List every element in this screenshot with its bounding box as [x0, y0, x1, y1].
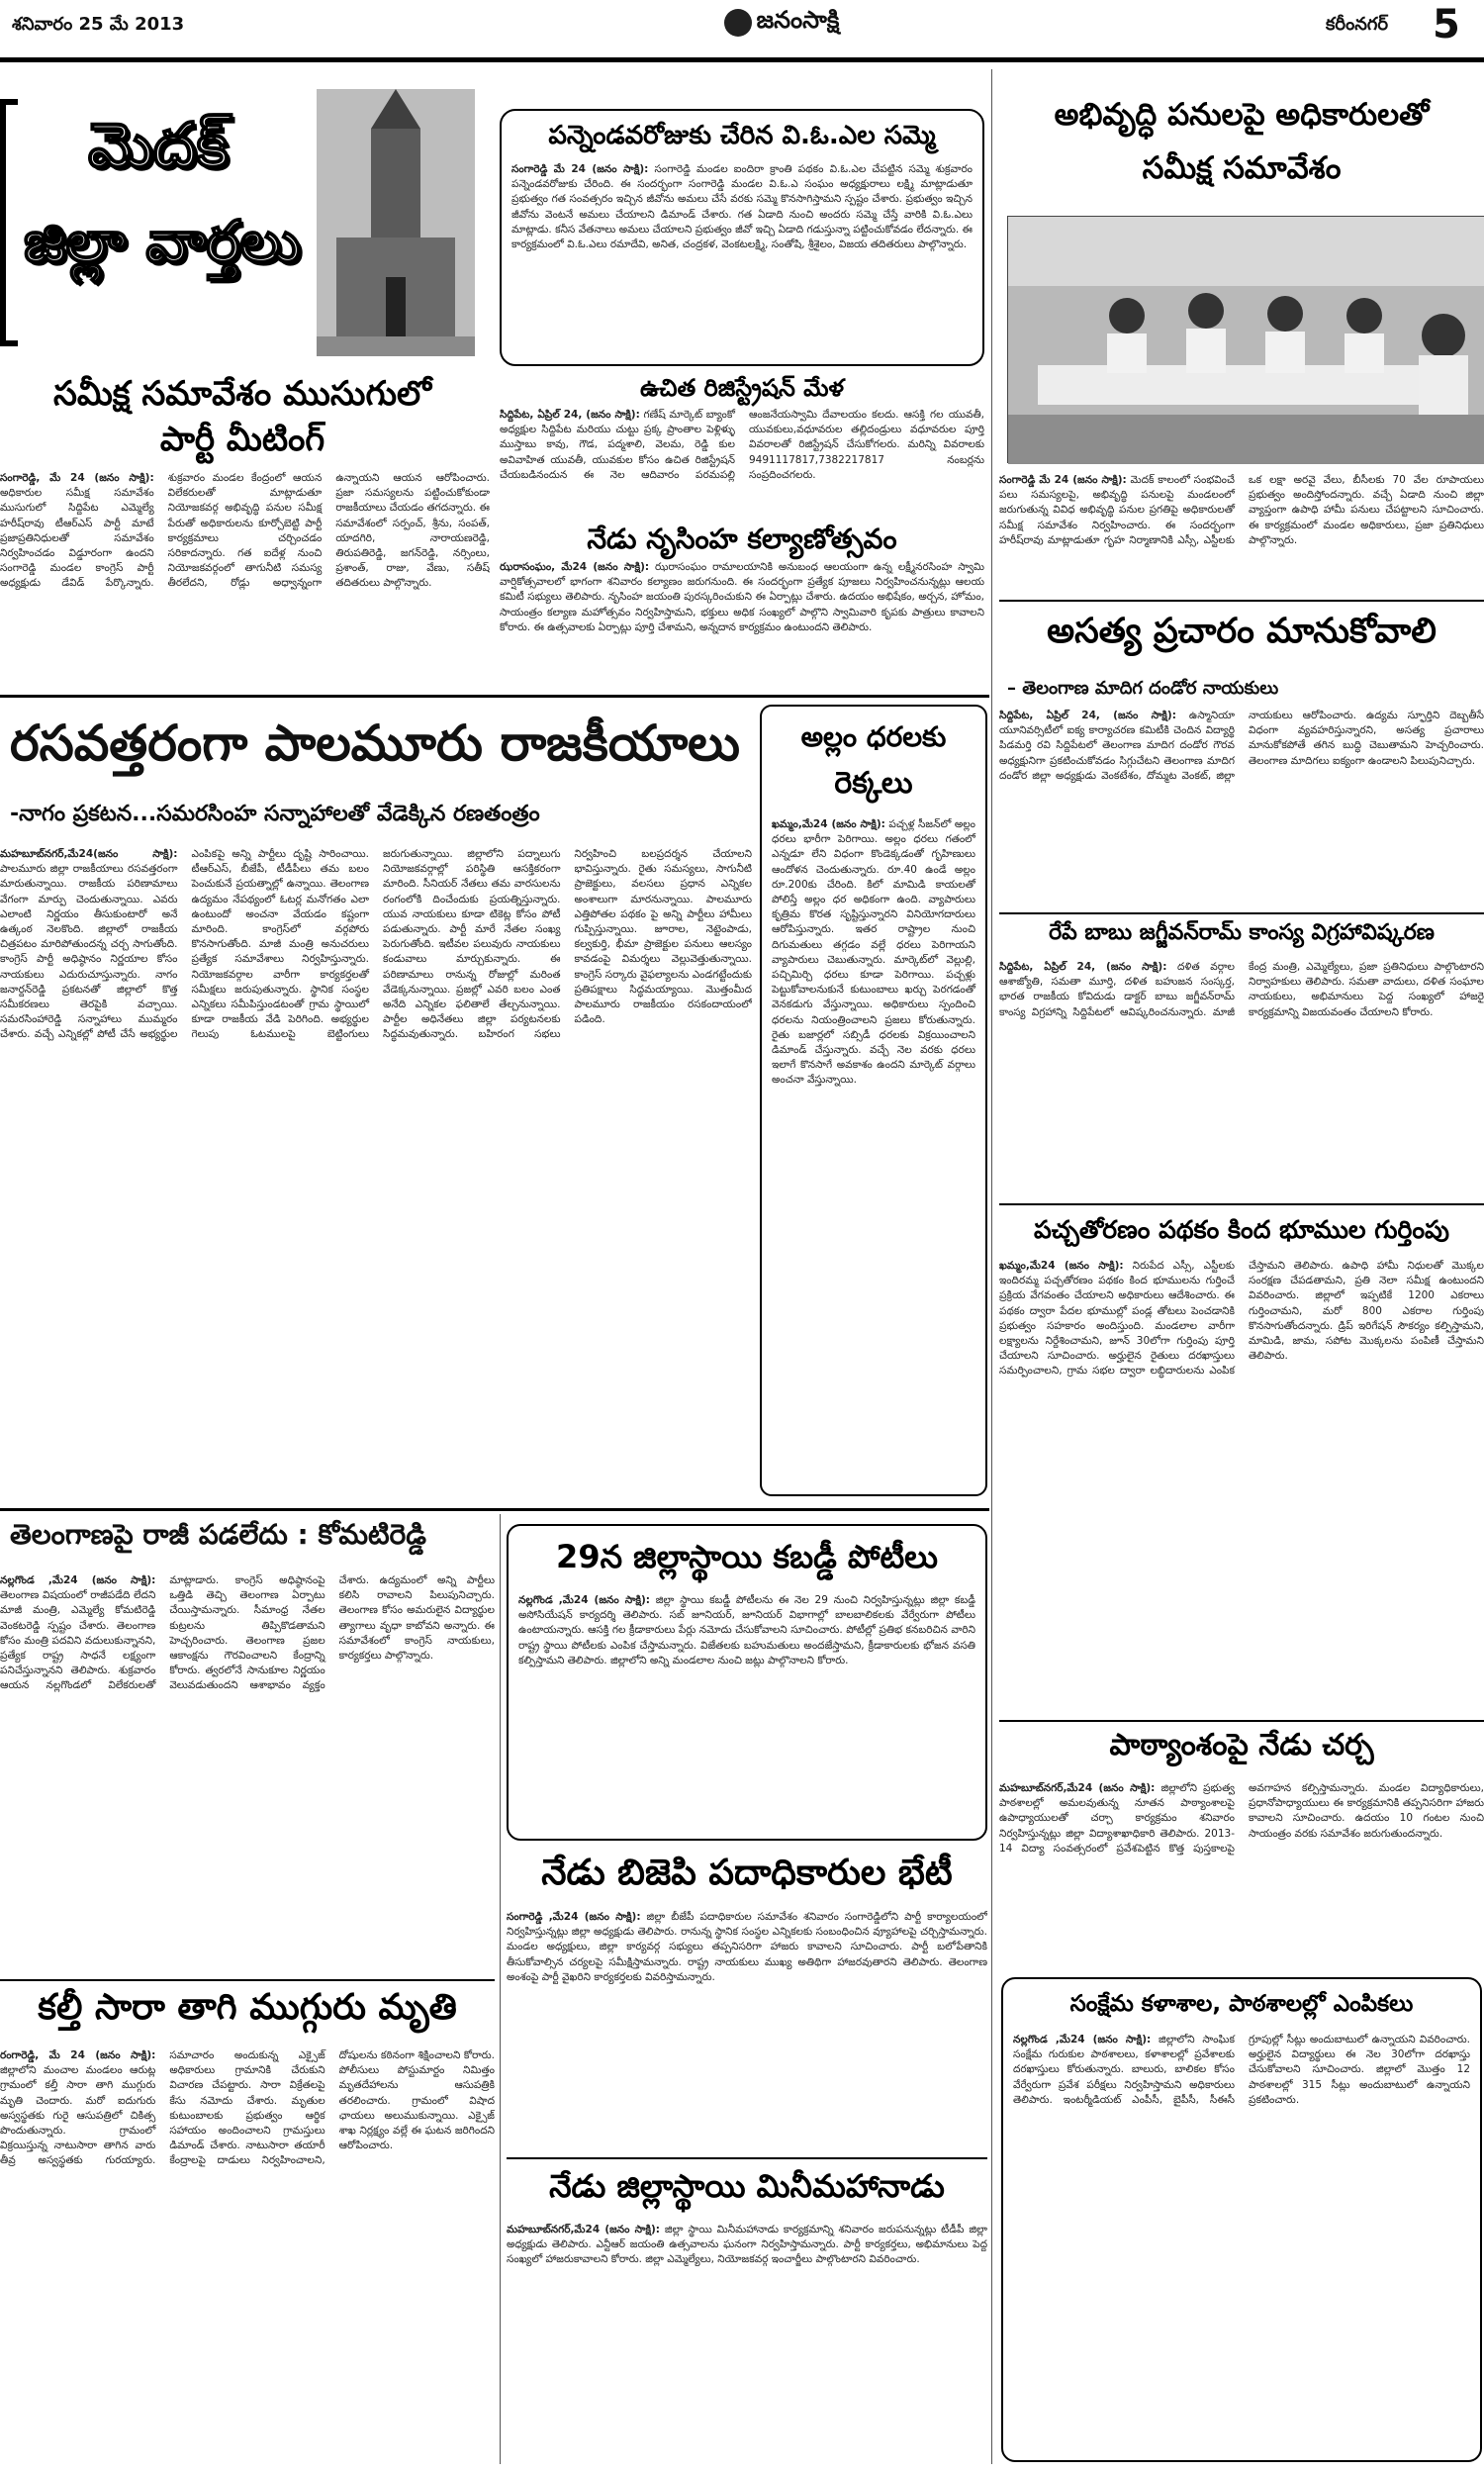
a7-body — [999, 960, 1484, 1197]
a1-dateline: సంగారెడ్డి, మే 24 (జనం సాక్షి): — [0, 472, 154, 484]
mid-left-rule — [0, 1508, 989, 1511]
a2-dateline: సంగారెడ్డి మే 24 (జనం సాక్షి): — [511, 163, 649, 175]
a7-rule — [999, 1203, 1484, 1205]
a11-subheadline: -నాగం ప్రకటన...సమరసింహ సన్నాహాలతో వేడెక్కిన రణతంత్రం — [10, 802, 540, 826]
a17-body — [507, 2223, 987, 2460]
top-left-rule — [0, 695, 989, 698]
a1-body — [0, 471, 490, 684]
a2-headline: పన్నెండవరోజుకు చేరిన వి.ఓ.ఎల సమ్మె — [548, 121, 936, 150]
a11-text: పాలమూరు జిల్లా రాజకీయాలు రసవత్తరంగా మారుతున్నాయి. రాజకీయ పరిణామాలు వేగంగా మార్పు చెందుతున్నాయి. ఎవరు ఎలాంటి నిర్ణయం తీసుకుంటారో అనే ఉత్కంఠ నెలకొంది. జిల్లాలో రాజకీయ చిత్రపటం మారిపోతుందన్న చర్చ సాగుతోంది. కాంగ్రెస్ పార్టీ అధిష్ఠానం నిర్ణయాల కోసం నాయకులు ఎదురుచూస్తున్నారు. నాగం జనార్దన్‌రెడ్డి ప్రకటనతో జిల్లాలో కొత్త సమీకరణలు తెరపైకి వచ్చాయి. సమరసింహారెడ్డి సన్నాహాలు ముమ్మరం చేశారు. వచ్చే ఎన్నికల్లో పోటీ చేసే అభ్యర్థుల ఎంపికపై అన్ని పార్టీలు దృష్టి సారించాయి. టీఆర్‌ఎస్, బీజేపీ, టీడీపీలు తమ బలం పెంచుకునే ప్రయత్నాల్లో ఉన్నాయి. తెలంగాణ ఉద్యమం నేపథ్యంలో ఓటర్ల మనోగతం ఎలా ఉంటుందో అంచనా వేయడం కష్టంగా మారింది. కాంగ్రెస్‌లో వర్గపోరు కొనసాగుతోంది. మాజీ మంత్రి అనుచరులు ప్రత్యేక సమావేశాలు నిర్వహిస్తున్నారు. నియోజకవర్గాల వారీగా కార్యకర్తలతో సమీక్షలు జరుపుతున్నారు. స్థానిక సంస్థల ఎన్నికలు సమీపిస్తుండటంతో గ్రామ స్థాయిలో కూడా రాజకీయ వేడి పెరిగింది. అభ్యర్థుల గెలుపు ఓటములపై బెట్టింగులు జరుగుతున్నాయి. జిల్లాలోని పద్నాలుగు నియోజకవర్గాల్లో పరిస్థితి ఆసక్తికరంగా మారింది. సీనియర్ నేతలు తమ వారసులను రంగంలోకి దించేందుకు ప్రయత్నిస్తున్నారు. యువ నాయకులు కూడా టికెట్ల కోసం పోటీ పడుతున్నారు. పార్టీ మారే నేతల సంఖ్య పెరుగుతోంది. ఇటీవల పలువురు నాయకులు కండువాలు మార్చుకున్నారు. ఈ పరిణామాలు రానున్న రోజుల్లో మరింత వేడెక్కనున్నాయి. ప్రజల్లో ఎవరి బలం ఎంత అనేది ఎన్నికల ఫలితాలే తేల్చనున్నాయి. పార్టీల అధినేతలు జిల్లా పర్యటనలకు సిద్ధమవుతున్నారు. బహిరంగ సభలు నిర్వహించి బలప్రదర్శన చేయాలని భావిస్తున్నారు. రైతు సమస్యలు, సాగునీటి ప్రాజెక్టులు, వలసలు ప్రధాన ఎన్నికల అంశాలుగా మారనున్నాయి. పాలమూరు ఎత్తిపోతల పథకం పై అన్ని పార్టీలు హామీలు గుప్పిస్తున్నాయి. జూరాల, నెట్టెంపాడు, కల్వకుర్తి, భీమా ప్రాజెక్టుల పనులు ఆలస్యం కావడంపై విమర్శలు వెల్లువెత్తుతున్నాయి. కాంగ్రెస్ సర్కారు వైఫల్యాలను ఎండగట్టేందుకు ప్రతిపక్షాలు సిద్ధమయ్యాయి. మొత్తంమీద పాలమూరు రాజకీయం రసకందాయంలో పడింది. — [0, 848, 752, 1041]
church-icon — [317, 89, 475, 356]
a6-dateline: సిద్దిపేట, ఏప్రిల్ 24, (జనం సాక్షి): — [999, 710, 1176, 721]
a3-body — [500, 408, 984, 517]
a15-text: జిల్లా స్థాయి కబడ్డీ పోటీలను ఈ నెల 29 నుంచి నిర్వహిస్తున్నట్లు జిల్లా కబడ్డీ అసోసియేషన్ కార్యదర్శి తెలిపారు. సబ్ జూనియర్, జూనియర్ విభాగాల్లో బాలబాలికలకు వేర్వేరుగా పోటీలు ఉంటాయన్నారు. ఆసక్తి గల క్రీడాకారులు పేర్లు నమోదు చేసుకోవాలని సూచించారు. పోటీల్లో ప్రతిభ కనబరిచిన వారిని రాష్ట్ర స్థాయి పోటీలకు ఎంపిక చేస్తామన్నారు. విజేతలకు బహుమతులు అందజేస్తామని, క్రీడాకారులకు భోజన వసతి కల్పిస్తామని తెలిపారు. జిల్లాలోని అన్ని మండలాల నుంచి జట్లు పాల్గొనాలని కోరారు. — [518, 1594, 976, 1666]
a11-dateline: మహబూబ్‌నగర్,మే24(జనం సాక్షి): — [0, 848, 178, 860]
a15-dateline: నల్లగొండ ,మే24 (జనం సాక్షి): — [518, 1594, 651, 1606]
banner-line2: జిల్లా వార్తలు — [24, 208, 301, 275]
a13-text: తెలంగాణ విషయంలో రాజీపడేది లేదని మాజీ మంత్రి, ఎమ్మెల్యే కోమటిరెడ్డి వెంకటరెడ్డి స్పష్టం చేశారు. తెలంగాణ కోసం మంత్రి పదవిని వదులుకున్నానని, ప్రత్యేక రాష్ట్ర సాధనే లక్ష్యంగా పనిచేస్తున్నానని తెలిపారు. శుక్రవారం ఆయన నల్లగొండలో విలేకరులతో మాట్లాడారు. కాంగ్రెస్ అధిష్ఠానంపై ఒత్తిడి తెచ్చి తెలంగాణ ఏర్పాటు చేయిస్తామన్నారు. సీమాంధ్ర నేతల కుట్రలను తిప్పికొడతామని హెచ్చరించారు. తెలంగాణ ప్రజల ఆకాంక్షను గౌరవించాలని కేంద్రాన్ని కోరారు. త్వరలోనే సానుకూల నిర్ణయం వెలువడుతుందని ఆశాభావం వ్యక్తం చేశారు. ఉద్యమంలో అన్ని పార్టీలు కలిసి రావాలని పిలుపునిచ్చారు. తెలంగాణ కోసం అమరులైన విద్యార్థుల త్యాగాలు వృధా కాబోవని అన్నారు. ఈ సమావేశంలో కాంగ్రెస్ నాయకులు, కార్యకర్తలు పాల్గొన్నారు. — [0, 1574, 495, 1692]
a3-headline: ఉచిత రిజిస్ట్రేషన్ మేళ — [639, 374, 845, 402]
a14-body — [0, 2048, 495, 2464]
a16-dateline: సంగారెడ్డి ,మే24 (జనం సాక్షి): — [507, 1911, 641, 1923]
meeting-image-icon — [1008, 217, 1484, 464]
a5-body — [999, 473, 1484, 592]
a4-dateline: ఝరాసంఘం, మే24 (జనం సాక్షి): — [500, 561, 650, 573]
a13-body — [0, 1573, 495, 1969]
a14-dateline: రంగారెడ్డి, మే 24 (జనం సాక్షి): — [0, 2049, 156, 2061]
column-divider-mid — [500, 1514, 501, 2464]
a12-box — [760, 705, 987, 1496]
a9-body — [999, 1781, 1484, 1959]
paper-name: జనంసాక్షి — [756, 6, 840, 34]
masthead-rule — [0, 57, 1484, 62]
meeting-photo — [1007, 216, 1484, 463]
a3-text: గణేష్ మార్కెట్ బ్యాంకో అధ్యక్షుల సిద్దిపేట మరియు చుట్టు ప్రక్క ప్రాంతాల పెళ్లిళ్ళు ముస్తాబు కావు, గౌడ, పద్మశాలి, వెలమ, రెడ్డి కుల అవివాహిత యువతీ, యువకుల కోసం ఉచిత రిజిస్ట్రేషన్ చేయబడినందున ఈ నెల ఆదివారం పరమపల్లి ఆంజనేయస్వామి దేవాలయం కలదు. ఆసక్తి గల యువతీ, యువకులు,వధూవరుల తల్లిదండ్రులు వధూవరుల పూర్తి వివరాలతో రిజిస్ట్రేషన్ చేసుకోగలరు. మరిన్ని వివరాలకు 9491117817,7382217817 నంబర్లను సంప్రదించగలరు. — [500, 409, 984, 481]
a4-text: ఝరాసంఘం రామాలయానికి అనుబంధ ఆలయంగా ఉన్న లక్ష్మీనరసింహ స్వామి వార్షికోత్సవాలలో భాగంగా శనివారం కల్యాణం జరుగనుంది. ఈ సందర్భంగా ప్రత్యేక పూజలు నిర్వహించనున్నట్లు ఆలయ కమిటీ సభ్యులు తెలిపారు. నృసింహ జయంతి పురస్కరించుకుని ఈ ఏర్పాట్లు చేశారు. ఉదయం అభిషేకం, అర్చన, హోమం, సాయంత్రం కల్యాణ మహోత్సవం నిర్వహిస్తామని, భక్తులు అధిక సంఖ్యలో పాల్గొని స్వామివారి కృపకు పాత్రులు కావాలని కోరారు. ఈ ఉత్సవాలకు ఏర్పాట్లు పూర్తి చేశామని, అన్నదాన కార్యక్రమం ఉంటుందని తెలిపారు. — [500, 561, 984, 633]
a8-dateline: ఖమ్మం,మే24 (జనం సాక్షి): — [999, 1260, 1124, 1272]
a5-headline-2: సమీక్ష సమావేశం — [1142, 150, 1342, 186]
church-photo — [317, 89, 475, 356]
page-number: 5 — [1433, 2, 1460, 48]
a15-box — [507, 1524, 987, 1841]
a9-text: జిల్లాలోని ప్రభుత్వ పాఠశాలల్లో అమలవుతున్న నూతన పాఠ్యాంశాలపై ఉపాధ్యాయులతో చర్చా కార్యక్రమం శనివారం నిర్వహిస్తున్నట్లు జిల్లా విద్యాశాఖాధికారి తెలిపారు. 2013-14 విద్యా సంవత్సరంలో ప్రవేశపెట్టిన కొత్త పుస్తకాలపై అవగాహన కల్పిస్తామన్నారు. మండల విద్యాధికారులు, ప్రధానోపాధ్యాయులు ఈ కార్యక్రమానికి తప్పనిసరిగా హాజరు కావాలని సూచించారు. ఉదయం 10 గంటల నుంచి సాయంత్రం వరకు సమావేశం జరుగుతుందన్నారు. — [999, 1782, 1484, 1855]
a16-rule — [507, 2157, 987, 2159]
a15-headline: 29న జిల్లాస్థాయి కబడ్డీ పోటీలు — [556, 1538, 938, 1575]
banner-line1: మెదక్ — [88, 109, 229, 181]
a8-rule — [999, 1720, 1484, 1722]
a8-text: నిరుపేద ఎస్సీ, ఎస్టీలకు ఇందిరమ్మ పచ్చతోరణం పథకం కింద భూములను గుర్తించే ప్రక్రియ వేగవంతం చేయాలని అధికారులు ఆదేశించారు. ఈ పథకం ద్వారా పేదల భూముల్లో పండ్ల తోటలు పెంచడానికి ప్రభుత్వం సహకారం అందిస్తుంది. మండలాల వారీగా లక్ష్యాలను నిర్దేశించామని, జూన్ 30లోగా గుర్తింపు పూర్తి చేయాలని సూచించారు. అర్హులైన రైతులు దరఖాస్తులు సమర్పించాలని, గ్రామ సభల ద్వారా లబ్ధిదారులను ఎంపిక చేస్తామని తెలిపారు. ఉపాధి హామీ నిధులతో మొక్కల సంరక్షణ చేపడతామని, ప్రతి నెలా సమీక్ష ఉంటుందని వివరించారు. జిల్లాలో ఇప్పటికే 1200 ఎకరాలు గుర్తించామని, మరో 800 ఎకరాల గుర్తింపు కొనసాగుతోందన్నారు. డ్రిప్ ఇరిగేషన్ సౌకర్యం కల్పిస్తామని, మామిడి, జామ, సపోట మొక్కలను పంపిణీ చేస్తామని తెలిపారు. — [999, 1260, 1484, 1378]
a1-headline-1: సమీక్ష సమావేశం ముసుగులో — [52, 374, 432, 414]
a5-text: మెదక్ కాలంలో సంభవించే పలు సమస్యలపై, అభివృద్ధి పనులపై మండలంలో జరుగుతున్న వివిధ అభివృద్ధి పనుల ప్రగతిపై అధికారులతో సమీక్ష సమావేశం నిర్వహించారు. ఈ సందర్భంగా హరీష్‌రావు మాట్లాడుతూ గృహ నిర్మాణానికి ఎస్సీ, ఎస్టీలకు ఒక లక్షా అరవై వేలు, బీసీలకు 70 వేల రూపాయలు ప్రభుత్వం అందిస్తోందన్నారు. వచ్చే ఏడాది నుంచి జిల్లా వ్యాప్తంగా ఉపాధి హామీ పనులు చేపట్టాలని సూచించారు. ఈ కార్యక్రమంలో మండల అధికారులు, ప్రజా ప్రతినిధులు పాల్గొన్నారు. — [999, 474, 1484, 546]
a16-text: జిల్లా బీజేపీ పదాధికారుల సమావేశం శనివారం సంగారెడ్డిలోని పార్టీ కార్యాలయంలో నిర్వహిస్తున్నట్లు జిల్లా అధ్యక్షుడు తెలిపారు. రానున్న స్థానిక సంస్థల ఎన్నికలకు సంబంధించిన వ్యూహాలపై చర్చిస్తామన్నారు. మండల అధ్యక్షులు, జిల్లా కార్యవర్గ సభ్యులు తప్పనిసరిగా హాజరు కావాలని సూచించారు. పార్టీ బలోపేతానికి తీసుకోవాల్సిన చర్యలపై సమీక్షిస్తామన్నారు. రాష్ట్ర నాయకులు ముఖ్య అతిథిగా హాజరవుతారని తెలిపారు. తెలంగాణ అంశంపై పార్టీ వైఖరిని కార్యకర్తలకు వివరిస్తామన్నారు. — [507, 1911, 987, 1983]
a2-body — [502, 162, 982, 360]
a6-text: ఉస్మానియా యూనివర్సిటీలో ఐక్య కార్యాచరణ కమిటీకి చెందిన విద్యార్థి పిడమర్తి రవి సిద్దిపేటలో తెలంగాణ మాదిగ దండోర గౌరవ అధ్యక్షునిగా ప్రకటించుకోవడం సిగ్గుచేటని తెలంగాణ మాదిగ దండోర జిల్లా అధ్యక్షుడు వెంకటేశం, దోమ్మట వెంకట్, జిల్లా నాయకులు ఆరోపించారు. ఉద్యమ స్ఫూర్తిని దెబ్బతీసే విధంగా వ్యవహరిస్తున్నారని, అసత్య ప్రచారాలు మానుకోకపోతే తగిన బుద్ధి చెబుతామని హెచ్చరించారు. తెలంగాణ మాదిగలు ఐక్యంగా ఉండాలని పిలుపునిచ్చారు. — [999, 710, 1484, 782]
a6-headline: అసత్య ప్రచారం మానుకోవాలి — [1047, 612, 1437, 651]
a4-headline: నేడు నృసింహ కల్యాణోత్సవం — [587, 523, 897, 555]
a3-dateline: సిద్దిపేట, ఏప్రిల్ 24, (జనం సాక్షి): — [500, 409, 640, 421]
masthead-date: శనివారం 25 మే 2013 — [12, 14, 185, 35]
a17-headline: నేడు జిల్లాస్థాయి మినీమహానాడు — [549, 2167, 945, 2205]
medak-banner — [0, 89, 475, 356]
a6-subheadline: – తెలంగాణ మాదిగ దండోర నాయకులు — [1007, 678, 1279, 699]
a12-headline-2: రెక్కలు — [834, 766, 913, 801]
a16-body — [507, 1910, 987, 2128]
a17-dateline: మహబూబ్‌నగర్,మే24 (జనం సాక్షి): — [507, 2224, 660, 2236]
a4-body — [500, 560, 984, 684]
masthead-edition: కరీంనగర్ — [1326, 14, 1388, 35]
a5-headline-1: అభివృద్ధి పనులపై అధికారులతో — [1054, 97, 1430, 133]
a12-dateline: ఖమ్మం,మే24 (జనం సాక్షి): — [772, 818, 885, 830]
a14-text: జిల్లాలోని మంచాల మండలం ఆరుట్ల గ్రామంలో కల్తీ సారా తాగి ముగ్గురు మృతి చెందారు. మరో ఐదుగురు అస్వస్థతకు గురై ఆసుపత్రిలో చికిత్స పొందుతున్నారు. గ్రామంలో విక్రయిస్తున్న నాటుసారా తాగిన వారు తీవ్ర అస్వస్థతకు గురయ్యారు. సమాచారం అందుకున్న ఎక్సైజ్ అధికారులు గ్రామానికి చేరుకుని విచారణ చేపట్టారు. సారా విక్రేతలపై కేసు నమోదు చేశారు. మృతుల కుటుంబాలకు ప్రభుత్వం ఆర్థిక సహాయం అందించాలని గ్రామస్తులు డిమాండ్ చేశారు. నాటుసారా తయారీ కేంద్రాలపై దాడులు నిర్వహించాలని, దోషులను కఠినంగా శిక్షించాలని కోరారు. పోలీసులు పోస్టుమార్టం నిమిత్తం మృతదేహాలను ఆసుపత్రికి తరలించారు. గ్రామంలో విషాద ఛాయలు అలుముకున్నాయి. ఎక్సైజ్ శాఖ నిర్లక్ష్యం వల్లే ఈ ఘటన జరిగిందని ఆరోపించారు. — [0, 2049, 495, 2167]
logo-mark-icon — [724, 9, 752, 37]
masthead — [0, 0, 1484, 61]
a13-headline: తెలంగాణపై రాజీ పడలేదు : కోమటిరెడ్డి — [10, 1518, 426, 1551]
a7-headline: రేపే బాబు జగ్జీవన్‌రామ్ కాంస్య విగ్రహావిష్కరణ — [1049, 920, 1435, 945]
a12-text: పచ్చళ్ల సీజన్‌లో అల్లం ధరలు భారీగా పెరిగాయి. అల్లం ధరలు గతంలో ఎన్నడూ లేని విధంగా కొండెక్కడంతో గృహిణులు ఆందోళన చెందుతున్నారు. రూ.40 ఉండే అల్లం రూ.200కు చేరింది. కిలో మామిడి కాయలతో పోలిస్తే అల్లం ధర అధికంగా ఉంది. వ్యాపారులు కృత్రిమ కొరత సృష్టిస్తున్నారని వినియోగదారులు ఆరోపిస్తున్నారు. ఇతర రాష్ట్రాల నుంచి దిగుమతులు తగ్గడం వల్లే ధరలు పెరిగాయని వ్యాపారులు చెబుతున్నారు. మార్కెట్‌లో వెల్లుల్లి, పచ్చిమిర్చి ధరలు కూడా పెరిగాయి. పచ్చళ్లు పెట్టుకోవాలనుకునే కుటుంబాలు ఖర్చు పెరగడంతో వెనకడుగు వేస్తున్నాయి. అధికారులు స్పందించి ధరలను నియంత్రించాలని ప్రజలు కోరుతున్నారు. రైతు బజార్లలో సబ్సిడీ ధరలకు విక్రయించాలని డిమాండ్ చేస్తున్నారు. వచ్చే నెల వరకు ధరలు ఇలాగే కొనసాగే అవకాశం ఉందని మార్కెట్ వర్గాలు అంచనా వేస్తున్నాయి. — [772, 818, 975, 1087]
a5-dateline: సంగారెడ్డి మే 24 (జనం సాక్షి): — [999, 474, 1127, 486]
a5-rule — [999, 600, 1484, 602]
a11-headline: రసవత్తరంగా పాలమూరు రాజకీయాలు — [10, 714, 740, 772]
a1-text: అధికారుల సమీక్ష సమావేశం ముసుగులో సిద్దిపేట ఎమ్మెల్యే హరీష్‌రావు టీఆర్‌ఎస్ పార్టీ మాటే ప్రజాప్రతినిధులతో సమావేశం నిర్వహించడం విడ్డూరంగా ఉందని సంగారెడ్డి మండల కాంగ్రెస్ పార్టీ అధ్యక్షుడు డేవిడ్ పేర్కొన్నారు. శుక్రవారం మండల కేంద్రంలో ఆయన విలేకరులతో మాట్లాడుతూ నియోజకవర్గ అభివృద్ధి పనుల సమీక్ష పేరుతో అధికారులను కూర్చోబెట్టి పార్టీ కార్యక్రమాలు చర్చించడం సరికాదన్నారు. గత ఐదేళ్ల నుంచి నియోజకవర్గంలో తాగునీటి సమస్య తీరలేదని, రోడ్లు అధ్వాన్నంగా ఉన్నాయని ఆయన ఆరోపించారు. ప్రజా సమస్యలను పట్టించుకోకుండా రాజకీయాలు చేయడం తగదన్నారు. ఈ సమావేశంలో సర్పంచ్, శ్రీను, సంపత్, యాదగిరి, నారాయణరెడ్డి, తిరుపతిరెడ్డి, జగన్‌రెడ్డి, నర్సింలు, ప్రశాంత్, రాజు, వేణు, సతీష్ తదితరులు పాల్గొన్నారు. — [0, 472, 490, 590]
a7-text: దళిత వర్గాల ఆశాజ్యోతి, సమతా మూర్తి, దళిత బహుజన సంస్కర్త, భారత రాజకీయ కోవిదుడు డాక్టర్ బాబు జగ్జీవన్‌రామ్ కాంస్య విగ్రహాన్ని సిద్దిపేటలో ఆవిష్కరించనున్నారు. మాజీ కేంద్ర మంత్రి, ఎమ్మెల్యేలు, ప్రజా ప్రతినిధులు పాల్గొంటారని నిర్వాహకులు తెలిపారు. సమతా వాదులు, దళిత సంఘాల నాయకులు, అభిమానులు పెద్ద సంఖ్యలో హాజరై కార్యక్రమాన్ని విజయవంతం చేయాలని కోరారు. — [999, 961, 1484, 1018]
a11-body — [0, 847, 752, 1500]
a17-text: జిల్లా స్థాయి మినీమహానాడు కార్యక్రమాన్ని శనివారం జరుపనున్నట్లు టీడీపీ జిల్లా అధ్యక్షుడు తెలిపారు. ఎన్టీఆర్ జయంతి ఉత్సవాలను ఘనంగా నిర్వహిస్తామన్నారు. పార్టీ కార్యకర్తలు, అభిమానులు పెద్ద సంఖ్యలో హాజరుకావాలని కోరారు. జిల్లా ఎమ్మెల్యేలు, నియోజకవర్గ ఇంచార్జీలు పాల్గొంటారని వివరించారు. — [507, 2224, 987, 2266]
a10-headline: సంక్షేమ కళాశాల, పాఠశాలల్లో ఎంపికలు — [1069, 1991, 1414, 2017]
a12-body — [762, 817, 985, 1500]
masthead-logo — [693, 6, 871, 49]
a10-dateline: నల్లగొండ ,మే24 (జనం సాక్షి): — [1013, 2034, 1152, 2046]
a13-rule — [0, 1979, 495, 1981]
a1-headline-2: పార్టీ మీటింగ్ — [159, 420, 325, 459]
a2-text: సంగారెడ్డి మండల ఐందిరా క్రాంతి పథకం వి.ఓ.ఎల చేపట్టిన సమ్మె శుక్రవారం పన్నెండవరోజుకు చేరింది. ఈ సందర్భంగా సంగారెడ్డి మండల వి.ఓ.ఎ సంఘం అధ్యక్షురాలు లక్ష్మి మాట్లాడుతూ ప్రభుత్వం గత సంవత్సరం ఇచ్చిన జీవోను అమలు చేసే వరకు సమ్మె కొనసాగిస్తామని స్పష్టం చేశారు. ప్రభుత్వం ఇచ్చిన జీవోను వెంటనే అమలు చేయాలని డిమాండ్ చేశారు. గత ఏడాది నుంచి అందరు సమ్మె చేస్తే వారికి వి.ఓ.ఎలు మాట్లాడు. కనీస వేతనాలు అమలు చేయాలని ప్రభుత్వం జీవో ఇచ్చి ఏడాది గడుస్తున్నా పట్టించుకోవడం లేదన్నారు. ఈ కార్యక్రమంలో వి.ఓ.ఎలు రమాదేవి, అనిత, చంద్రకళ, వెంకటలక్ష్మి, సంతోషి, శ్రీశైలం, విజయ తదితరులు పాల్గొన్నారు. — [511, 163, 973, 251]
a15-body — [509, 1593, 985, 1841]
a8-body — [999, 1259, 1484, 1714]
a10-body — [1003, 2033, 1480, 2448]
a7-dateline: సిద్దిపేట, ఏప్రిల్ 24, (జనం సాక్షి): — [999, 961, 1167, 973]
column-divider-right — [991, 69, 992, 2464]
a6-body — [999, 709, 1484, 906]
a8-headline: పచ్చతోరణం పథకం కింద భూముల గుర్తింపు — [1034, 1215, 1449, 1244]
a14-headline: కల్తీ సారా తాగి ముగ్గురు మృతి — [38, 1987, 457, 2028]
a12-headline-1: అల్లం ధరలకు — [800, 720, 947, 753]
a16-headline: నేడు బిజెపి పదాధికారుల భేటీ — [541, 1853, 953, 1893]
a9-headline: పాఠ్యాంశంపై నేడు చర్చ — [1109, 1728, 1374, 1762]
a13-dateline: నల్లగొండ ,మే24 (జనం సాక్షి): — [0, 1574, 156, 1586]
a6-rule — [999, 912, 1484, 914]
a2-box — [500, 109, 984, 366]
a10-box — [1001, 1977, 1482, 2462]
a10-text: జిల్లాలోని సాంఘిక సంక్షేమ గురుకుల పాఠశాలలు, కళాశాలల్లో ప్రవేశాలకు దరఖాస్తులు కోరుతున్నారు. బాలురు, బాలికల కోసం వేర్వేరుగా ప్రవేశ పరీక్షలు నిర్వహిస్తామని అధికారులు తెలిపారు. ఇంటర్మీడియట్ ఎంపీసీ, బైపీసీ, సీఈసీ గ్రూపుల్లో సీట్లు అందుబాటులో ఉన్నాయని వివరించారు. అర్హులైన విద్యార్థులు ఈ నెల 30లోగా దరఖాస్తు చేసుకోవాలని సూచించారు. జిల్లాలో మొత్తం 12 పాఠశాలల్లో 315 సీట్లు అందుబాటులో ఉన్నాయని ప్రకటించారు. — [1013, 2034, 1470, 2106]
a9-dateline: మహబూబ్‌నగర్,మే24 (జనం సాక్షి): — [999, 1782, 1156, 1794]
